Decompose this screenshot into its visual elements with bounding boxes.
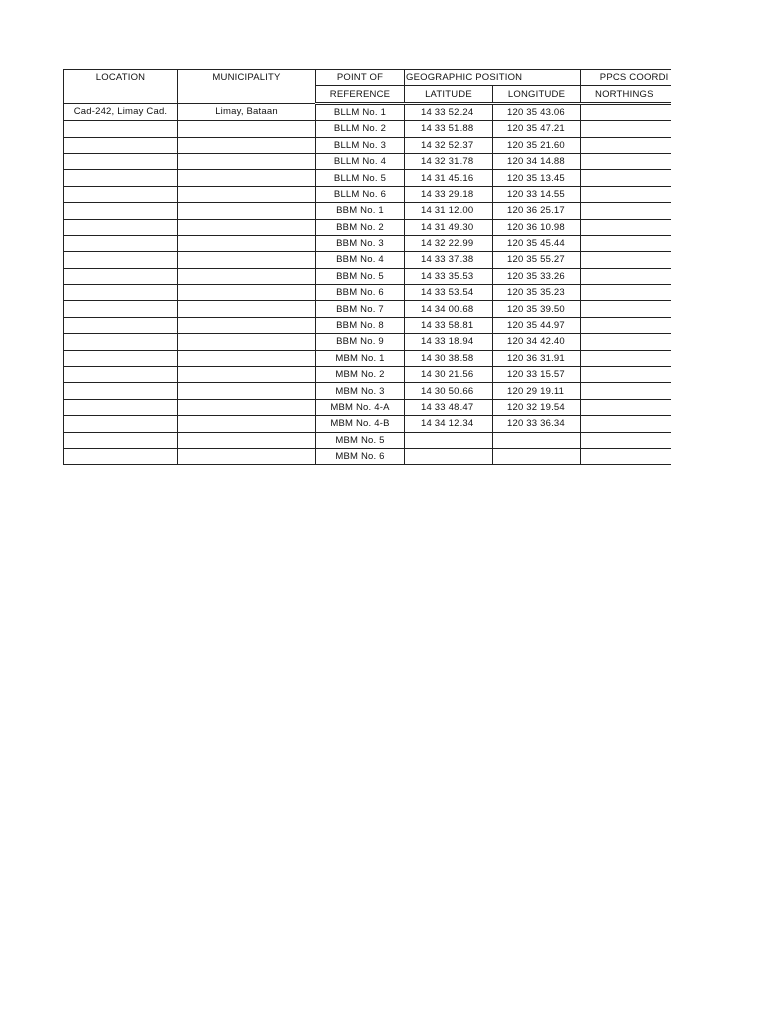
northings-cell xyxy=(581,186,671,202)
longitude-cell: 120 33 15.57 xyxy=(493,367,581,383)
northings-cell xyxy=(581,219,671,235)
header-row-1 xyxy=(64,70,671,86)
latitude-cell: 14 30 50.66 xyxy=(405,383,493,399)
latitude-cell xyxy=(405,432,493,448)
coordinates-table xyxy=(63,69,671,465)
table-body xyxy=(64,103,671,465)
latitude-cell: 14 31 45.16 xyxy=(405,170,493,186)
longitude-cell: 120 33 36.34 xyxy=(493,416,581,432)
northings-cell xyxy=(581,350,671,366)
location-cell xyxy=(64,137,178,153)
table-row xyxy=(64,252,671,268)
table-row xyxy=(64,317,671,333)
longitude-cell: 120 35 35.23 xyxy=(493,285,581,301)
location-cell xyxy=(64,416,178,432)
location-cell xyxy=(64,399,178,415)
longitude-cell: 120 35 44.97 xyxy=(493,317,581,333)
reference-cell: BLLM No. 6 xyxy=(316,186,405,202)
reference-header: REFERENCE xyxy=(316,86,405,103)
latitude-cell: 14 33 51.88 xyxy=(405,121,493,137)
reference-cell: BLLM No. 1 xyxy=(316,103,405,120)
northings-cell xyxy=(581,334,671,350)
reference-cell: BBM No. 2 xyxy=(316,219,405,235)
longitude-cell: 120 32 19.54 xyxy=(493,399,581,415)
longitude-cell: 120 35 43.06 xyxy=(493,103,581,120)
longitude-cell: 120 35 33.26 xyxy=(493,268,581,284)
municipality-cell xyxy=(178,317,316,333)
table-row xyxy=(64,235,671,251)
municipality-cell xyxy=(178,399,316,415)
latitude-cell xyxy=(405,448,493,464)
municipality-cell xyxy=(178,186,316,202)
longitude-cell: 120 35 13.45 xyxy=(493,170,581,186)
location-cell xyxy=(64,153,178,169)
table-row xyxy=(64,121,671,137)
municipality-cell xyxy=(178,219,316,235)
longitude-header: LONGITUDE xyxy=(493,86,581,103)
longitude-cell: 120 33 14.55 xyxy=(493,186,581,202)
northings-cell xyxy=(581,317,671,333)
municipality-header: MUNICIPALITY xyxy=(178,70,316,104)
latitude-cell: 14 32 31.78 xyxy=(405,153,493,169)
location-cell xyxy=(64,235,178,251)
longitude-cell: 120 35 55.27 xyxy=(493,252,581,268)
latitude-cell: 14 33 35.53 xyxy=(405,268,493,284)
longitude-cell: 120 36 10.98 xyxy=(493,219,581,235)
latitude-cell: 14 32 22.99 xyxy=(405,235,493,251)
table-row xyxy=(64,301,671,317)
longitude-cell: 120 35 21.60 xyxy=(493,137,581,153)
table-row xyxy=(64,350,671,366)
table-row xyxy=(64,170,671,186)
municipality-cell xyxy=(178,383,316,399)
table-row xyxy=(64,268,671,284)
location-cell xyxy=(64,350,178,366)
latitude-cell: 14 33 52.24 xyxy=(405,103,493,120)
municipality-cell: Limay, Bataan xyxy=(178,103,316,120)
municipality-cell xyxy=(178,367,316,383)
table-row xyxy=(64,367,671,383)
northings-cell xyxy=(581,121,671,137)
reference-cell: MBM No. 6 xyxy=(316,448,405,464)
longitude-cell: 120 36 31.91 xyxy=(493,350,581,366)
longitude-cell: 120 35 45.44 xyxy=(493,235,581,251)
table-header xyxy=(64,70,671,104)
municipality-cell xyxy=(178,137,316,153)
reference-cell: BBM No. 8 xyxy=(316,317,405,333)
latitude-cell: 14 30 21.56 xyxy=(405,367,493,383)
latitude-cell: 14 33 29.18 xyxy=(405,186,493,202)
ppcs-coordinates-header: PPCS COORDI xyxy=(581,70,671,86)
reference-cell: BBM No. 7 xyxy=(316,301,405,317)
municipality-cell xyxy=(178,301,316,317)
longitude-cell: 120 35 39.50 xyxy=(493,301,581,317)
municipality-cell xyxy=(178,121,316,137)
location-cell xyxy=(64,367,178,383)
latitude-cell: 14 33 37.38 xyxy=(405,252,493,268)
reference-cell: BBM No. 5 xyxy=(316,268,405,284)
longitude-cell xyxy=(493,432,581,448)
location-cell xyxy=(64,268,178,284)
table-row xyxy=(64,383,671,399)
geographic-position-header: GEOGRAPHIC POSITION xyxy=(405,70,581,86)
reference-cell: BBM No. 1 xyxy=(316,203,405,219)
spreadsheet-page xyxy=(63,69,670,465)
northings-cell xyxy=(581,301,671,317)
location-cell: Cad-242, Limay Cad. xyxy=(64,103,178,120)
location-cell xyxy=(64,252,178,268)
longitude-cell: 120 34 42.40 xyxy=(493,334,581,350)
municipality-cell xyxy=(178,153,316,169)
location-cell xyxy=(64,448,178,464)
northings-cell xyxy=(581,432,671,448)
latitude-cell: 14 31 49.30 xyxy=(405,219,493,235)
latitude-cell: 14 34 12.34 xyxy=(405,416,493,432)
location-cell xyxy=(64,285,178,301)
table-row xyxy=(64,203,671,219)
northings-cell xyxy=(581,203,671,219)
location-cell xyxy=(64,121,178,137)
reference-cell: MBM No. 3 xyxy=(316,383,405,399)
northings-cell xyxy=(581,285,671,301)
northings-cell xyxy=(581,383,671,399)
municipality-cell xyxy=(178,203,316,219)
location-cell xyxy=(64,432,178,448)
municipality-cell xyxy=(178,235,316,251)
latitude-cell: 14 32 52.37 xyxy=(405,137,493,153)
reference-cell: BLLM No. 2 xyxy=(316,121,405,137)
municipality-cell xyxy=(178,252,316,268)
northings-cell xyxy=(581,235,671,251)
latitude-header: LATITUDE xyxy=(405,86,493,103)
table-row xyxy=(64,285,671,301)
location-cell xyxy=(64,334,178,350)
location-cell xyxy=(64,317,178,333)
reference-cell: MBM No. 4-A xyxy=(316,399,405,415)
table-row xyxy=(64,137,671,153)
latitude-cell: 14 33 58.81 xyxy=(405,317,493,333)
reference-cell: BBM No. 6 xyxy=(316,285,405,301)
latitude-cell: 14 30 38.58 xyxy=(405,350,493,366)
latitude-cell: 14 33 18.94 xyxy=(405,334,493,350)
longitude-cell: 120 29 19.11 xyxy=(493,383,581,399)
latitude-cell: 14 33 48.47 xyxy=(405,399,493,415)
northings-cell xyxy=(581,252,671,268)
longitude-cell: 120 34 14.88 xyxy=(493,153,581,169)
northings-cell xyxy=(581,137,671,153)
northings-cell xyxy=(581,103,671,120)
table-row xyxy=(64,103,671,120)
reference-cell: MBM No. 4-B xyxy=(316,416,405,432)
northings-header: NORTHINGS xyxy=(581,86,671,103)
reference-cell: BLLM No. 5 xyxy=(316,170,405,186)
reference-cell: BBM No. 4 xyxy=(316,252,405,268)
location-cell xyxy=(64,186,178,202)
northings-cell xyxy=(581,367,671,383)
northings-cell xyxy=(581,170,671,186)
reference-cell: BBM No. 3 xyxy=(316,235,405,251)
municipality-cell xyxy=(178,432,316,448)
longitude-cell xyxy=(493,448,581,464)
location-cell xyxy=(64,383,178,399)
location-cell xyxy=(64,219,178,235)
table-row xyxy=(64,432,671,448)
location-header: LOCATION xyxy=(64,70,178,104)
location-cell xyxy=(64,203,178,219)
table-row xyxy=(64,448,671,464)
table-row xyxy=(64,186,671,202)
latitude-cell: 14 34 00.68 xyxy=(405,301,493,317)
northings-cell xyxy=(581,448,671,464)
municipality-cell xyxy=(178,448,316,464)
reference-cell: MBM No. 1 xyxy=(316,350,405,366)
point-of-header: POINT OF xyxy=(316,70,405,86)
northings-cell xyxy=(581,399,671,415)
table-row xyxy=(64,153,671,169)
longitude-cell: 120 35 47.21 xyxy=(493,121,581,137)
table-row xyxy=(64,416,671,432)
reference-cell: BLLM No. 3 xyxy=(316,137,405,153)
municipality-cell xyxy=(178,268,316,284)
municipality-cell xyxy=(178,170,316,186)
latitude-cell: 14 33 53.54 xyxy=(405,285,493,301)
northings-cell xyxy=(581,153,671,169)
table-row xyxy=(64,219,671,235)
municipality-cell xyxy=(178,334,316,350)
municipality-cell xyxy=(178,416,316,432)
table-row xyxy=(64,399,671,415)
location-cell xyxy=(64,301,178,317)
reference-cell: MBM No. 5 xyxy=(316,432,405,448)
table-row xyxy=(64,334,671,350)
reference-cell: BLLM No. 4 xyxy=(316,153,405,169)
longitude-cell: 120 36 25.17 xyxy=(493,203,581,219)
northings-cell xyxy=(581,268,671,284)
latitude-cell: 14 31 12.00 xyxy=(405,203,493,219)
location-cell xyxy=(64,170,178,186)
northings-cell xyxy=(581,416,671,432)
municipality-cell xyxy=(178,285,316,301)
reference-cell: BBM No. 9 xyxy=(316,334,405,350)
municipality-cell xyxy=(178,350,316,366)
reference-cell: MBM No. 2 xyxy=(316,367,405,383)
